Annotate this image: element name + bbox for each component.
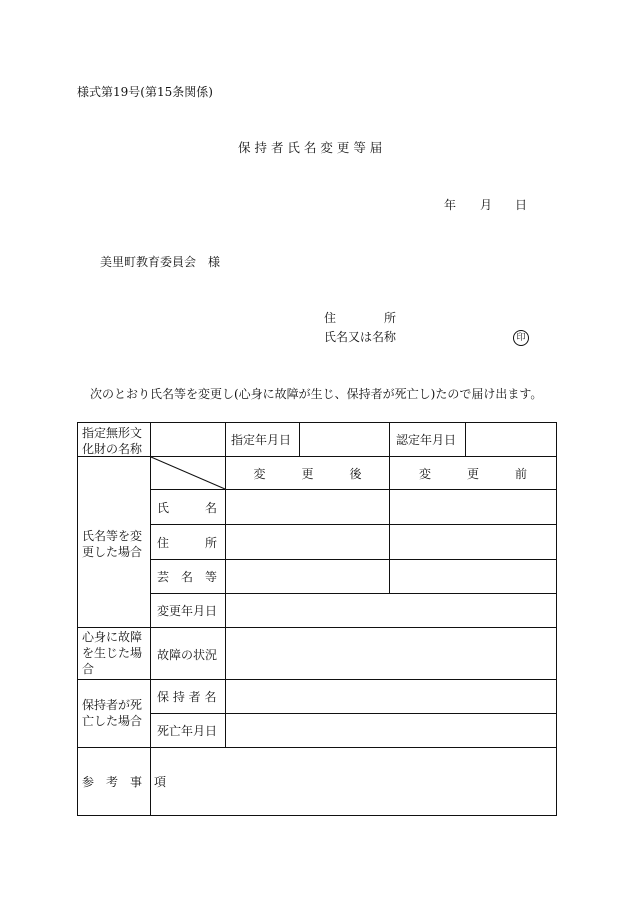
name-change-section-label: 氏名等を変 更した場合 bbox=[82, 529, 143, 560]
recognition-date-field[interactable] bbox=[466, 423, 556, 456]
remarks-field[interactable] bbox=[151, 748, 556, 815]
date-day: 日 bbox=[515, 198, 528, 212]
seal-icon: 印 bbox=[513, 330, 529, 346]
recognition-date-label: 認定年月日 bbox=[396, 433, 457, 447]
stage-name-before-field[interactable] bbox=[390, 560, 556, 593]
address-label: 住 所 bbox=[157, 536, 218, 550]
holder-name-label: 保 持 者 名 bbox=[157, 690, 217, 704]
document-title: 保 持 者 氏 名 変 更 等 届 bbox=[238, 140, 383, 155]
statement: 次のとおり氏名等を変更し(心身に故障が生じ、保持者が死亡し)たので届け出ます。 bbox=[90, 387, 543, 401]
property-name-label: 指定無形文 化財の名称 bbox=[82, 426, 143, 457]
death-section-label: 保持者が死 亡した場合 bbox=[82, 698, 143, 729]
remarks-label: 参 考 事 項 bbox=[82, 775, 167, 789]
disorder-status-field[interactable] bbox=[226, 628, 556, 679]
form-number: 様式第19号(第15条関係) bbox=[77, 85, 213, 99]
disorder-status-label: 故障の状況 bbox=[157, 648, 218, 662]
designation-date-field[interactable] bbox=[300, 423, 389, 456]
property-name-field[interactable] bbox=[151, 423, 225, 456]
address-before-field[interactable] bbox=[390, 525, 556, 559]
stage-name-after-field[interactable] bbox=[226, 560, 389, 593]
applicant-address-label: 住 所 bbox=[324, 311, 397, 325]
date-year: 年 bbox=[444, 198, 457, 212]
stage-name-label: 芸 名 等 bbox=[157, 570, 218, 584]
change-date-label: 変更年月日 bbox=[157, 604, 218, 618]
before-change-header: 変 更 前 bbox=[418, 467, 527, 481]
date-month: 月 bbox=[480, 198, 493, 212]
addressee: 美里町教育委員会 様 bbox=[100, 255, 221, 269]
name-before-field[interactable] bbox=[390, 490, 556, 524]
address-after-field[interactable] bbox=[226, 525, 389, 559]
disorder-section-label: 心身に故障 を生じた場 合 bbox=[82, 630, 143, 677]
designation-date-label: 指定年月日 bbox=[231, 433, 292, 447]
name-after-field[interactable] bbox=[226, 490, 389, 524]
change-date-field[interactable] bbox=[226, 594, 556, 627]
name-label: 氏 名 bbox=[157, 501, 218, 515]
death-date-field[interactable] bbox=[226, 714, 556, 747]
holder-name-field[interactable] bbox=[226, 680, 556, 713]
applicant-name-label: 氏名又は名称 bbox=[324, 330, 397, 344]
after-change-header: 変 更 後 bbox=[253, 467, 362, 481]
death-date-label: 死亡年月日 bbox=[157, 724, 218, 738]
